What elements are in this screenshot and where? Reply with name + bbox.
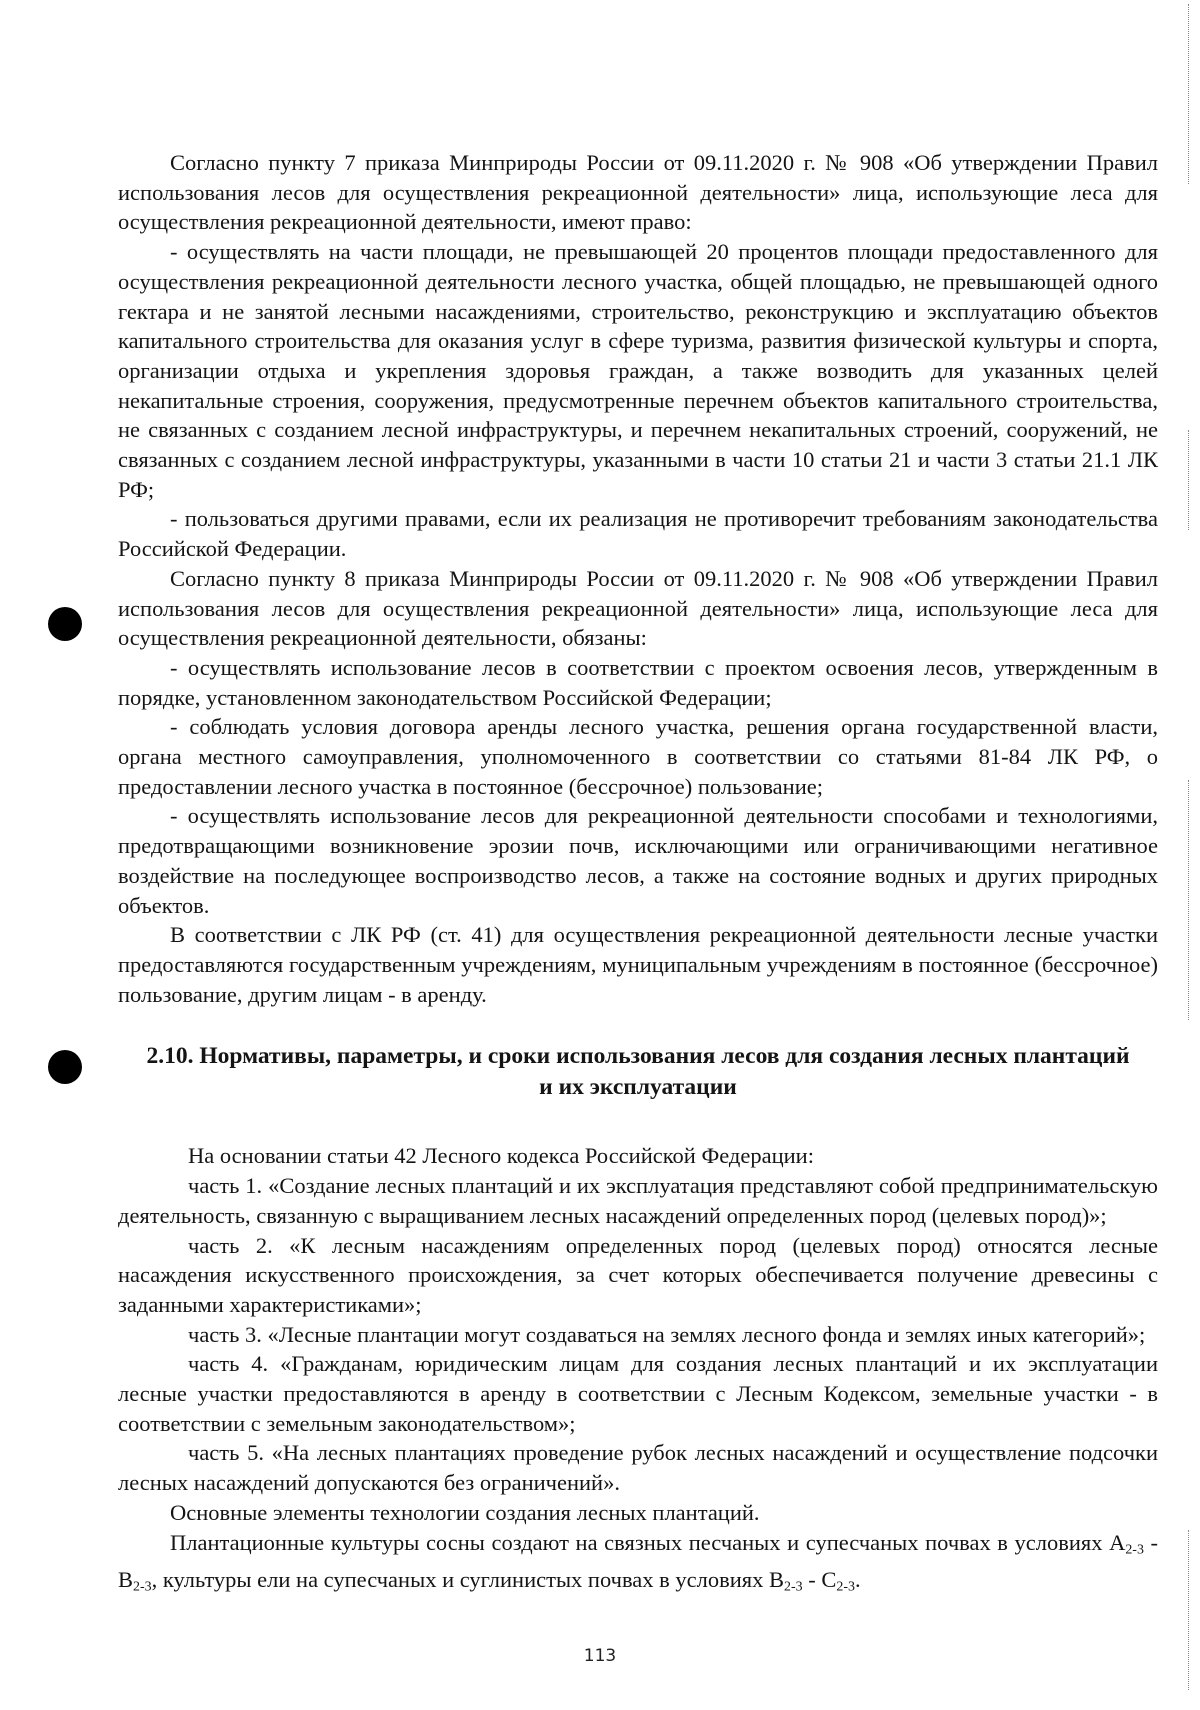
text-run: . (854, 1566, 861, 1592)
subscript: 2-3 (836, 1579, 855, 1595)
paragraph: - пользоваться другими правами, если их реализация не противоречит требованиям законодательства Российской Федерации. (118, 506, 1158, 562)
paragraph: часть 2. «К лесным насаждениям определенных пород (целевых пород) относятся лесные насаждения искусственного происхождения, за счет которых обеспечивается получение древесины с заданными характеристиками»; (118, 1232, 1158, 1317)
text-run: - В (118, 1529, 1158, 1592)
text-run: - С (802, 1566, 837, 1592)
text-run: , культуры ели на супесчаных и суглинистых почвах в условиях В (151, 1566, 785, 1592)
subscript: 2-3 (784, 1579, 803, 1595)
punch-hole (48, 607, 82, 641)
paragraph: часть 4. «Гражданам, юридическим лицам для создания лесных плантаций и их эксплуатации лесные участки предоставляются в аренду в соответствии с Лесным Кодексом, земельные участки - в соответствии с земельным законодательством»; (118, 1351, 1158, 1436)
page-number: 113 (583, 1646, 617, 1666)
paragraph: - осуществлять использование лесов для рекреационной деятельности способами и технологиями, предотвращающими возникновение эрозии почв, исключающими или ограничивающими негативное воздействие на последующее воспроизводство лесов, а также на состояние водных и других природных объектов. (118, 803, 1158, 918)
paragraph-with-subscripts (118, 1528, 1158, 1602)
paragraph: - осуществлять на части площади, не превышающей 20 процентов площади предоставленного для осуществления рекреационной деятельности лесного участка, общей площадью, не превышающей одного гектара и не занятой лесными насаждениями, строительство, реконструкцию и эксплуатацию объектов капитального строительства для оказания услуг в сфере туризма, развития физической культуры и спорта, организации отдыха и укрепления здоровья граждан, а также возводить для указанных целей некапитальные строения, сооружения, предусмотренные перечнем объектов капитального строительства, не связанных с созданием лесной инфраструктуры, и перечнем некапитальных строений, сооружений, не связанных с созданием лесной инфраструктуры, указанными в части 10 статьи 21 и части 3 статьи 21.1 ЛК РФ; (118, 239, 1158, 502)
scan-edge-noise (1188, 1530, 1192, 1690)
paragraph: Согласно пункту 8 приказа Минприроды России от 09.11.2020 г. № 908 «Об утверждении Правил использования лесов для осуществления рекреационной деятельности» лица, использующие леса для осуществления рекреационной деятельности, обязаны: (118, 565, 1158, 651)
paragraph: часть 3. «Лесные плантации могут создаваться на землях лесного фонда и землях иных категорий»; (188, 1321, 1146, 1347)
paragraph: Согласно пункту 7 приказа Минприроды России от 09.11.2020 г. № 908 «Об утверждении Правил использования лесов для осуществления рекреационной деятельности» лица, использующие леса для осуществления рекреационной деятельности, имеют право: (118, 150, 1158, 235)
paragraph: На основании статьи 42 Лесного кодекса Российской Федерации: (188, 1143, 814, 1169)
document-page (118, 148, 1158, 1602)
punch-hole (48, 1050, 82, 1084)
scan-edge-noise (1188, 430, 1192, 530)
paragraph: - соблюдать условия договора аренды лесного участка, решения органа государственной власти, органа местного самоуправления, уполномоченного в соответствии со статьями 81-84 ЛК РФ, о предоставлении лесного участка в постоянное (бессрочное) пользование; (118, 714, 1158, 799)
paragraph: - осуществлять использование лесов в соответствии с проектом освоения лесов, утвержденным в порядке, установленном законодательством Российской Федерации; (118, 654, 1158, 710)
subscript: 2-3 (133, 1579, 152, 1595)
paragraph: В соответствии с ЛК РФ (ст. 41) для осуществления рекреационной деятельности лесные участки предоставляются государственным учреждениям, муниципальным учреждениям в постоянное (бессрочное) пользование, другим лицам - в аренду. (118, 922, 1158, 1007)
scan-edge-noise (1188, 780, 1192, 1020)
subscript: 2-3 (1125, 1542, 1144, 1558)
paragraph: Основные элементы технологии создания лесных плантаций. (170, 1499, 760, 1525)
scan-edge-noise (1188, 4, 1192, 184)
section-heading: 2.10. Нормативы, параметры, и сроки использования лесов для создания лесных плантаций и их эксплуатации (146, 1043, 1130, 1101)
paragraph: часть 5. «На лесных плантациях проведение рубок лесных насаждений и осуществление подсочки лесных насаждений допускаются без ограничений». (118, 1440, 1158, 1496)
paragraph: часть 1. «Создание лесных плантаций и их эксплуатация представляют собой предпринимательскую деятельность, связанную с выращиванием лесных насаждений определенных пород (целевых пород)»; (118, 1173, 1158, 1228)
text-run: Плантационные культуры сосны создают на связных песчаных и супесчаных почвах в условиях А (170, 1529, 1126, 1555)
